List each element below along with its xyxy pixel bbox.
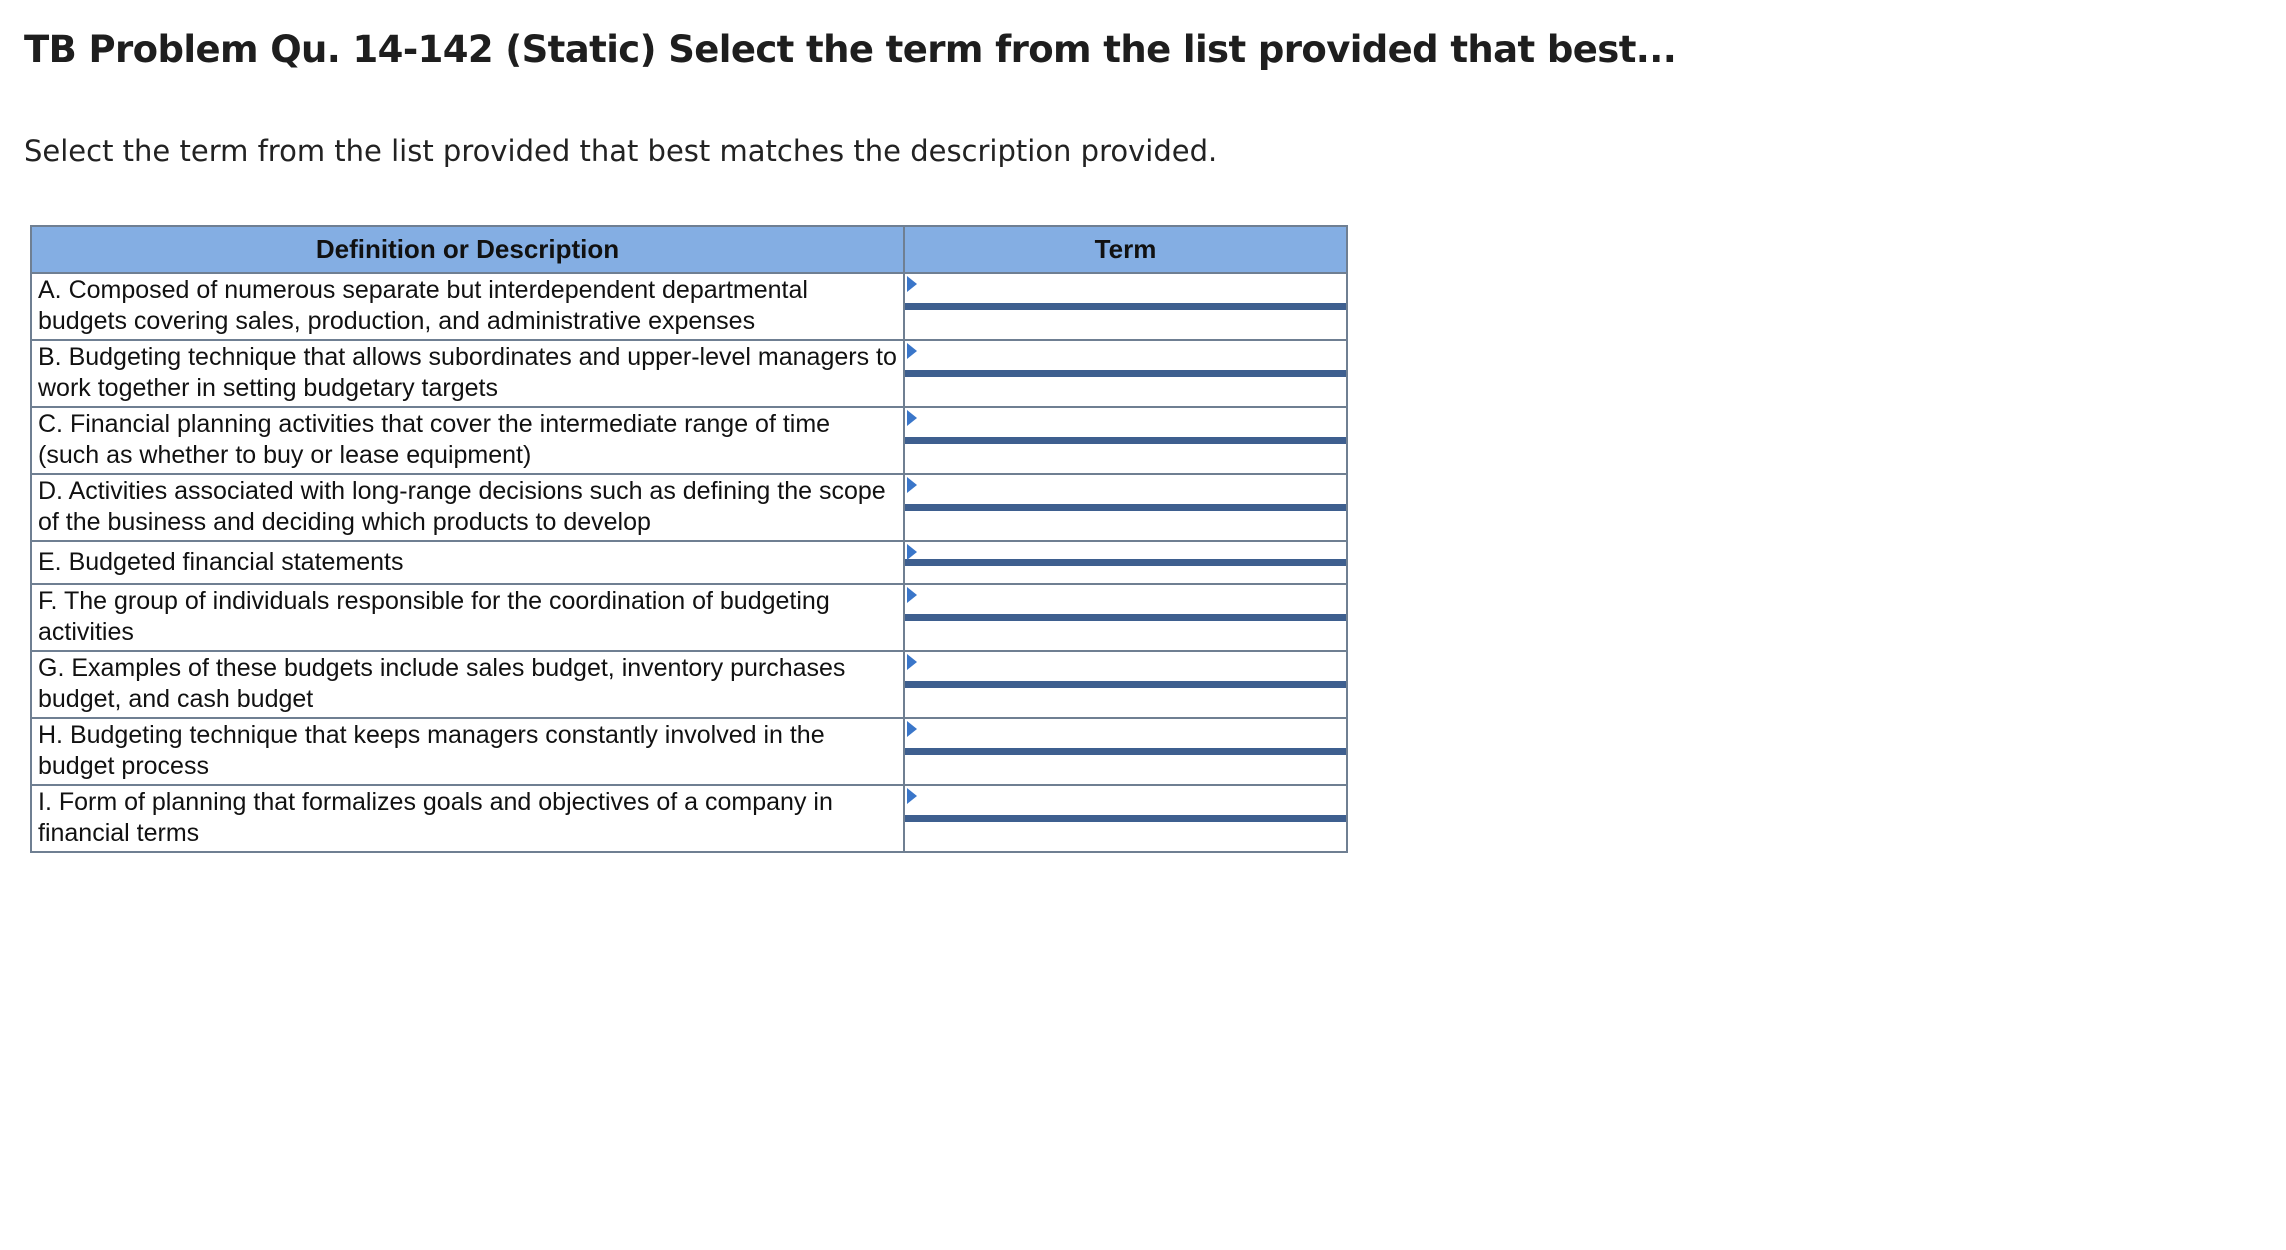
flag-icon xyxy=(907,654,917,670)
table-row xyxy=(31,718,1347,785)
column-header-term: Term xyxy=(904,226,1347,273)
term-cell xyxy=(904,407,1347,474)
term-cell xyxy=(904,541,1347,584)
term-select[interactable] xyxy=(905,370,1346,377)
term-cell xyxy=(904,651,1347,718)
description-cell: E. Budgeted financial statements xyxy=(31,541,904,584)
flag-icon xyxy=(907,544,917,560)
term-select[interactable] xyxy=(905,614,1346,621)
table-row xyxy=(31,584,1347,651)
description-cell: G. Examples of these budgets include sales budget, inventory purchases budget, and cash budget xyxy=(31,651,904,718)
description-cell: A. Composed of numerous separate but interdependent departmental budgets covering sales, production, and administrative expenses xyxy=(31,273,904,340)
flag-icon xyxy=(907,587,917,603)
term-cell xyxy=(904,718,1347,785)
flag-icon xyxy=(907,343,917,359)
page-title: TB Problem Qu. 14-142 (Static) Select the term from the list provided that best... xyxy=(24,28,1677,71)
table-row xyxy=(31,474,1347,541)
term-cell xyxy=(904,474,1347,541)
term-select[interactable] xyxy=(905,559,1346,566)
description-cell: I. Form of planning that formalizes goals and objectives of a company in financial terms xyxy=(31,785,904,852)
term-cell xyxy=(904,584,1347,651)
column-header-description: Definition or Description xyxy=(31,226,904,273)
description-cell: H. Budgeting technique that keeps managers constantly involved in the budget process xyxy=(31,718,904,785)
term-select[interactable] xyxy=(905,681,1346,688)
term-cell xyxy=(904,273,1347,340)
table-row xyxy=(31,340,1347,407)
description-cell: C. Financial planning activities that cover the intermediate range of time (such as whether to buy or lease equipment) xyxy=(31,407,904,474)
term-select[interactable] xyxy=(905,437,1346,444)
instructions-text: Select the term from the list provided that best matches the description provided. xyxy=(24,134,1218,168)
table-row xyxy=(31,541,1347,584)
table-row xyxy=(31,651,1347,718)
flag-icon xyxy=(907,410,917,426)
matching-table xyxy=(30,225,1348,853)
term-cell xyxy=(904,340,1347,407)
term-select[interactable] xyxy=(905,303,1346,310)
flag-icon xyxy=(907,477,917,493)
flag-icon xyxy=(907,721,917,737)
table-row xyxy=(31,785,1347,852)
term-select[interactable] xyxy=(905,504,1346,511)
flag-icon xyxy=(907,276,917,292)
table-row xyxy=(31,407,1347,474)
description-cell: D. Activities associated with long-range decisions such as defining the scope of the business and deciding which products to develop xyxy=(31,474,904,541)
description-cell: F. The group of individuals responsible for the coordination of budgeting activities xyxy=(31,584,904,651)
table-row xyxy=(31,273,1347,340)
table-header-row xyxy=(31,226,1347,273)
term-select[interactable] xyxy=(905,748,1346,755)
flag-icon xyxy=(907,788,917,804)
term-cell xyxy=(904,785,1347,852)
description-cell: B. Budgeting technique that allows subordinates and upper-level managers to work together in setting budgetary targets xyxy=(31,340,904,407)
term-select[interactable] xyxy=(905,815,1346,822)
